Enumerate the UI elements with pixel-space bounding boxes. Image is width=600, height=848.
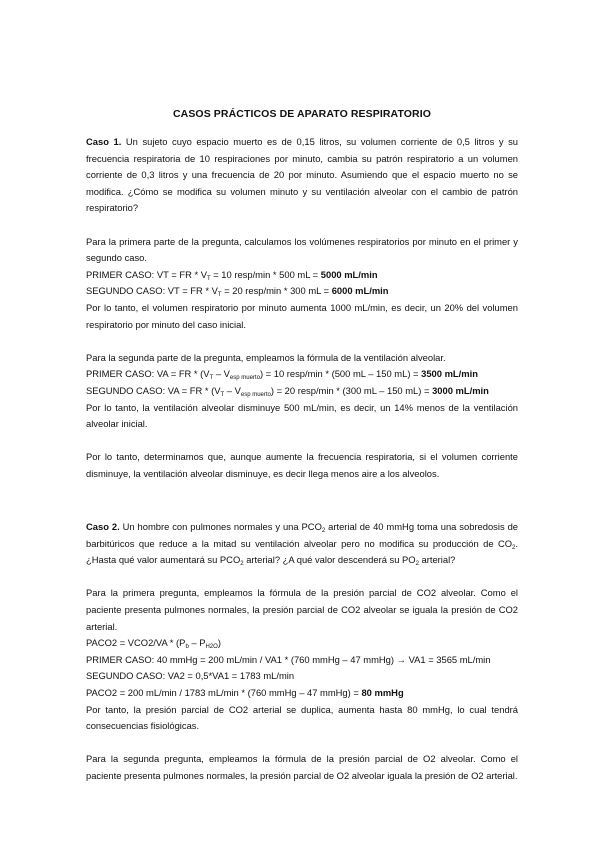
caso1-part2-line1: PRIMER CASO: VA = FR * $(V_T - V_{esp muerto}) = 10$ resp/min * (500 mL – 150 mL) = 3500 mL/min xyxy=(86,368,478,382)
caso2-formula: PACO2 = $VCO2/VA * (P_b - P_{H2O})$ xyxy=(86,637,221,651)
caso2-part2-intro: Para la segunda pregunta, empleamos la fórmula de la presión parcial de O2 alveolar. Como el paciente presenta pulmones normales, la presión parcial de O2 alveolar iguala la presión de O2 arterial. xyxy=(86,753,518,781)
caso2-label: Caso 2. xyxy=(86,521,120,533)
caso2-statement: Caso 2. Un hombre con pulmones normales y una $PCO_2$ arterial de 40 mmHg toma una sobredosis de barbitúricos que reduce a la mitad su ventilación alveolar pero no modifica su producción de $CO_2$. ¿Hasta qué valor aumentará su $PCO_2$ arterial? ¿A qué valor descenderá su $PO_2$ arterial? xyxy=(86,521,518,568)
document-title: CASOS PRÁCTICOS DE APARATO RESPIRATORIO xyxy=(172,108,432,120)
caso2-part1-intro: Para la primera pregunta, empleamos la fórmula de la presión parcial de CO2 alveolar. Como el paciente presenta pulmones normales, la presión parcial de CO2 alveolar se iguala la presión de CO2 arterial. xyxy=(86,587,518,632)
caso1-part1-conclusion: Por lo tanto, el volumen respiratorio por minuto aumenta 1000 mL/min, es decir, un 20% del volumen respiratorio por minuto del caso inicial. xyxy=(86,301,518,330)
caso2-line3: PACO2 = 200 mL/min / 1783 mL/min * (760 mmHg – 47 mmHg) = 80 mmHg xyxy=(86,687,404,698)
caso1-part2-conclusion: Por lo tanto, la ventilación alveolar disminuye 500 mL/min, es decir, un 14% menos de la ventilación alveolar inicial. xyxy=(86,401,518,430)
document-page xyxy=(86,100,518,785)
caso1-part1-line1: PRIMER CASO: VT = FR * $V_T = 10$ resp/min * 500 mL = 5000 mL/min xyxy=(86,268,378,282)
caso2-part1-conclusion: Por tanto, la presión parcial de CO2 arterial se duplica, aumenta hasta 80 mmHg, lo cual tendrá consecuencias fisiológicas. xyxy=(86,703,518,732)
caso2-line1: PRIMER CASO: 40 mmHg = 200 mL/min / VA1 * (760 mmHg – 47 mmHg) → VA1 = 3565 mL/min xyxy=(86,653,491,665)
caso1-statement: Caso 1. Un sujeto cuyo espacio muerto es de 0,15 litros, su volumen corriente de 0,5 litros y su frecuencia respiratoria de 10 respiraciones por minuto, cambia su patrón respiratorio a un volumen corriente de 0,3 litros y una frecuencia de 20 por minuto. Asumiendo que el espacio muerto no se modifica. ¿Cómo se modifica su volumen minuto y su ventilación alveolar con el cambio de patrón respiratorio? xyxy=(86,136,518,214)
caso1-part1-intro: Para la primera parte de la pregunta, calculamos los volúmenes respiratorios por minuto en el primer y segundo caso. xyxy=(86,235,518,264)
caso1-part1-line2: SEGUNDO CASO: VT = FR * $V_T = 20$ resp/min * 300 mL = 6000 mL/min xyxy=(86,285,389,299)
caso1-final-conclusion: Por lo tanto, determinamos que, aunque aumente la frecuencia respiratoria, si el volumen corriente disminuye, la ventilación alveolar disminuye, es decir llega menos aire a los alveolos. xyxy=(86,451,518,479)
caso1-part2-line2: SEGUNDO CASO: VA = FR * $(V_T - V_{esp muerto}) = 20$ resp/min * (300 mL – 150 mL) = 3000 mL/min xyxy=(86,384,489,398)
caso1-part2-intro: Para la segunda parte de la pregunta, empleamos la fórmula de la ventilación alveolar. xyxy=(86,351,446,363)
caso1-label: Caso 1. xyxy=(86,136,122,147)
caso2-line2: SEGUNDO CASO: VA2 = 0,5*VA1 = 1783 mL/min xyxy=(86,670,295,682)
